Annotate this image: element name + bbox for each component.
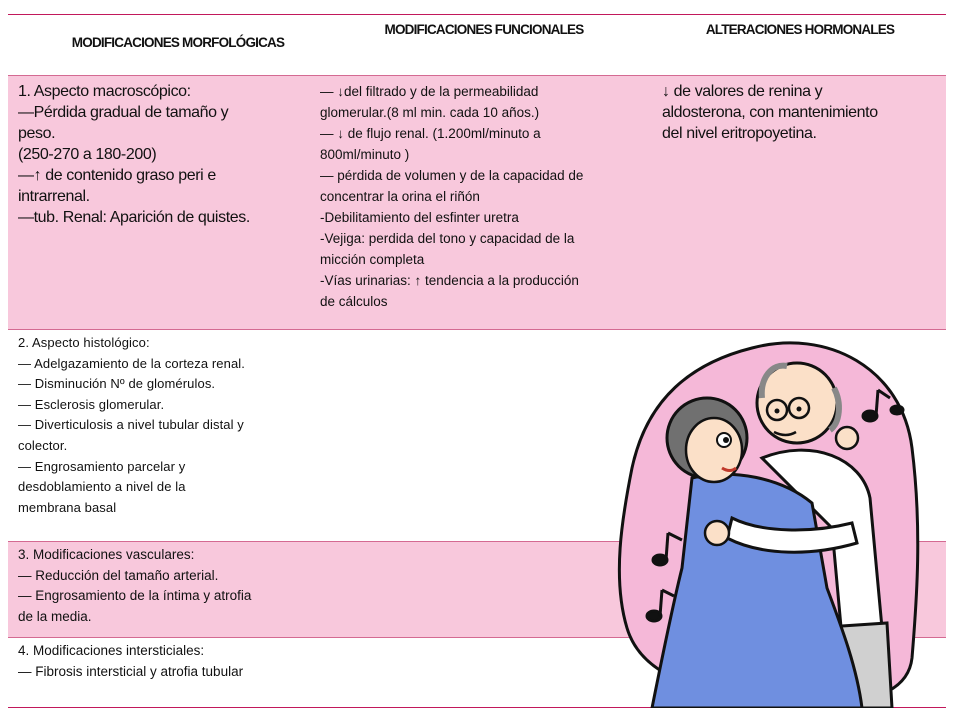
- text-line: 800ml/minuto ): [320, 147, 410, 162]
- text-line: 4. Modificaciones intersticiales:: [18, 643, 205, 658]
- text-line: —tub. Renal: Aparición de quistes.: [18, 209, 250, 226]
- text-line: de la media.: [18, 608, 92, 624]
- header-hormonal: ALTERACIONES HORMONALES: [705, 22, 895, 37]
- text-line: — Reducción del tamaño arterial.: [18, 567, 219, 583]
- cell-macroscopic: [8, 75, 314, 329]
- text-line: -Debilitamiento del esfinter uretra: [320, 210, 519, 225]
- text-line: — Esclerosis glomerular.: [18, 396, 165, 412]
- text-line: — ↓del filtrado y de la permeabilidad: [320, 84, 539, 99]
- text-line: -Vías urinarias: ↑ tendencia a la producción: [320, 273, 579, 288]
- text-line: — Engrosamiento de la íntima y atrofia: [18, 588, 252, 603]
- cell-histological: [8, 329, 300, 541]
- text-line: — Disminución Nº de glomérulos.: [18, 376, 216, 392]
- cell-vascular: [8, 541, 300, 637]
- text-line: — Fibrosis intersticial y atrofia tubular: [18, 663, 244, 679]
- text-line: de cálculos: [320, 294, 388, 309]
- cell-hormonal: [654, 75, 946, 329]
- text-line: del nivel eritropoyetina.: [662, 125, 817, 142]
- row-macroscopic: [8, 75, 946, 329]
- text-line: membrana basal: [18, 499, 117, 515]
- text-line: desdoblamiento a nivel de la: [18, 479, 186, 495]
- text-line: colector.: [18, 437, 68, 453]
- text-line: 3. Modificaciones vasculares:: [18, 547, 195, 562]
- text-line: aldosterona, con mantenimiento: [662, 104, 878, 121]
- text-line: glomerular.(8 ml min. cada 10 años.): [320, 105, 540, 120]
- text-line: —↑ de contenido graso peri e: [18, 167, 216, 184]
- text-line: 1. Aspecto macroscópico:: [18, 83, 191, 100]
- text-line: peso.: [18, 125, 56, 142]
- text-line: — Engrosamiento parcelar y: [18, 458, 186, 474]
- text-line: (250-270 a 180-200): [18, 146, 157, 163]
- elderly-couple-hugging-illustration: [612, 328, 922, 708]
- cell-functional: [314, 75, 654, 329]
- text-line: — Adelgazamiento de la corteza renal.: [18, 355, 245, 371]
- header-row: [8, 15, 946, 75]
- text-line: micción completa: [320, 252, 425, 267]
- header-functional: MODIFICACIONES FUNCIONALES: [384, 22, 584, 37]
- text-line: — ↓ de flujo renal. (1.200ml/minuto a: [320, 126, 541, 141]
- text-line: 2. Aspecto histológico:: [18, 335, 150, 350]
- text-line: concentrar la orina el riñón: [320, 189, 480, 204]
- text-line: -Vejiga: perdida del tono y capacidad de la: [320, 231, 575, 246]
- text-line: — Diverticulosis a nivel tubular distal y: [18, 417, 244, 433]
- text-line: ↓ de valores de renina y: [662, 83, 823, 100]
- text-line: intrarrenal.: [18, 188, 90, 205]
- cell-interstitial: [8, 637, 314, 707]
- text-line: — pérdida de volumen y de la capacidad de: [320, 168, 584, 183]
- header-morphological: MODIFICACIONES MORFOLÓGICAS: [71, 35, 285, 50]
- row-divider: [8, 75, 946, 76]
- text-line: —Pérdida gradual de tamaño y: [18, 104, 229, 121]
